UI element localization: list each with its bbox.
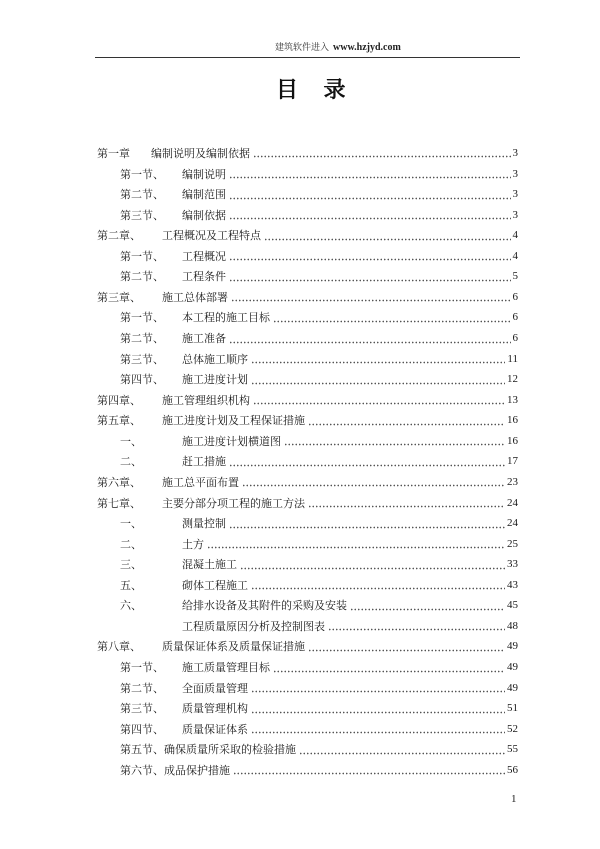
toc-item-entry [97,575,518,596]
toc-entry-title: 施工总平面布置 [162,476,239,489]
toc-entry-title: 全面质量管理 [182,682,248,695]
toc-entry-page-number: 45 [507,599,518,612]
toc-entry-title: 赶工措施 [182,456,226,469]
toc-entry-label: 第三节、 [120,209,164,222]
toc-section-entry [97,369,518,390]
toc-dot-leader [229,176,511,179]
toc-section-entry [97,184,518,205]
toc-entry-page-number: 16 [507,434,518,447]
toc-entry-title: 土方 [182,538,204,551]
toc-entry-label: 一、 [120,435,142,448]
toc-entry-label: 第一节、 [120,168,164,181]
toc-entry-page-number: 48 [507,619,518,632]
footer-page-number: 1 [511,793,517,805]
toc-entry-title: 质量管理机构 [182,703,248,716]
toc-entry-page-number: 13 [507,393,518,406]
toc-entry-title: 确保质量所采取的检验措施 [164,744,296,757]
toc-entry-label: 第三章、 [97,291,141,304]
toc-entry-label: 第五章、 [97,415,141,428]
toc-entry-page-number: 24 [507,496,518,509]
toc-item-entry [97,513,518,534]
header-url: www.hzjyd.com [333,42,401,53]
toc-entry-title: 本工程的施工目标 [182,312,270,325]
toc-entry-page-number: 3 [512,208,518,221]
toc-section-entry [97,718,518,739]
toc-entry-title: 编制说明 [182,168,226,181]
toc-entry-title: 施工进度计划横道图 [182,435,281,448]
toc-item-entry [97,533,518,554]
toc-entry-page-number: 3 [512,188,518,201]
toc-entry-label: 第一章 [97,147,130,160]
toc-dot-leader [229,526,505,529]
toc-entry-page-number: 51 [507,702,518,715]
page-title: 目 录 [276,77,356,102]
toc-dot-leader [242,484,505,487]
toc-entry-label: 二、 [120,538,142,551]
toc-item-entry [97,616,518,637]
toc-entry-page-number: 4 [512,229,518,242]
toc-chapter-entry [97,389,518,410]
toc-item-entry [97,595,518,616]
toc-entry-label: 二、 [120,456,142,469]
toc-chapter-entry [97,225,518,246]
toc-entry-title: 工程概况及工程特点 [162,230,261,243]
toc-section-entry [97,163,518,184]
toc-entry-page-number: 17 [507,455,518,468]
toc-dot-leader [229,197,511,200]
toc-entry-title: 混凝土施工 [182,559,237,572]
toc-entry-title: 施工进度计划 [182,374,248,387]
toc-chapter-entry [97,636,518,657]
toc-entry-page-number: 56 [507,763,518,776]
toc-entry-title: 施工准备 [182,333,226,346]
toc-entry-page-number: 11 [507,352,518,365]
toc-dot-leader [273,670,505,673]
toc-entry-label: 第七章、 [97,497,141,510]
toc-entry-title: 施工质量管理目标 [182,662,270,675]
toc-entry-label: 第三节、 [120,703,164,716]
toc-section-entry [97,328,518,349]
toc-entry-title: 编制依据 [182,209,226,222]
toc-entry-label: 第一节、 [120,250,164,263]
toc-dot-leader [284,443,505,446]
toc-dot-leader [253,402,505,405]
toc-dot-leader [251,711,505,714]
toc-section-entry [97,266,518,287]
toc-entry-label: 五、 [120,579,142,592]
toc-dot-leader [308,649,505,652]
toc-entry-title: 给排水设备及其附件的采购及安装 [182,600,347,613]
toc-entry-page-number: 49 [507,681,518,694]
toc-entry-page-number: 3 [512,146,518,159]
page-header [275,41,401,54]
toc-entry-title: 工程条件 [182,271,226,284]
toc-entry-label: 第二节、 [120,333,164,346]
toc-entry-page-number: 49 [507,661,518,674]
toc-entry-label: 六、 [120,600,142,613]
toc-entry-page-number: 52 [507,722,518,735]
toc-entry-label: 第四节、 [120,374,164,387]
toc-entry-label: 第二节、 [120,682,164,695]
toc-entry-label: 一、 [120,518,142,531]
toc-entry-page-number: 12 [507,373,518,386]
toc-entry-label: 第一节、 [120,312,164,325]
toc-dot-leader [229,464,505,467]
toc-entry-title: 质量保证体系 [182,723,248,736]
toc-entry-title: 编制范围 [182,189,226,202]
toc-dot-leader [229,279,511,282]
toc-entry-title: 编制说明及编制依据 [151,147,250,160]
toc-entry-page-number: 55 [507,743,518,756]
toc-chapter-entry [97,143,518,164]
toc-entry-page-number: 49 [507,640,518,653]
toc-entry-title: 施工管理组织机构 [162,394,250,407]
toc-dot-leader [251,361,505,364]
toc-entry-title: 施工进度计划及工程保证措施 [162,415,305,428]
toc-entry-page-number: 4 [512,249,518,262]
toc-entry-page-number: 6 [512,290,518,303]
toc-section-entry [97,246,518,267]
toc-dot-leader [207,546,505,549]
toc-entry-page-number: 23 [507,475,518,488]
toc-dot-leader [328,628,505,631]
header-site-label: 建筑软件进入 [275,42,330,52]
toc-entry-page-number: 16 [507,414,518,427]
toc-dot-leader [264,238,511,241]
toc-dot-leader [229,217,511,220]
toc-entry-title: 总体施工顺序 [182,353,248,366]
toc-dot-leader [251,587,505,590]
toc-section-entry [97,348,518,369]
toc-entry-page-number: 5 [512,270,518,283]
toc-entry-label: 第二节、 [120,189,164,202]
toc-entry-title: 施工总体部署 [162,291,228,304]
toc-chapter-entry [97,472,518,493]
toc-chapter-entry [97,287,518,308]
toc-entry-label: 第六节、 [120,764,164,777]
toc-dot-leader [251,382,505,385]
toc-entry-label: 第一节、 [120,662,164,675]
toc-section-entry [97,739,518,760]
toc-dot-leader [350,608,505,611]
toc-entry-title: 成品保护措施 [164,764,230,777]
toc-dot-leader [229,258,511,261]
toc-entry-label: 第三节、 [120,353,164,366]
toc-entry-title: 砌体工程施工 [182,579,248,592]
toc-entry-title: 工程质量原因分析及控制图表 [182,620,325,633]
toc-dot-leader [253,155,511,158]
toc-item-entry [97,554,518,575]
toc-entry-title: 测量控制 [182,518,226,531]
toc-dot-leader [251,690,505,693]
toc-entry-label: 第八章、 [97,641,141,654]
toc-entry-label: 三、 [120,559,142,572]
toc-dot-leader [251,731,505,734]
toc-entry-label: 第四节、 [120,723,164,736]
toc-dot-leader [240,567,505,570]
toc-entry-label: 第二节、 [120,271,164,284]
toc-entry-title: 主要分部分项工程的施工方法 [162,497,305,510]
header-rule [95,57,520,58]
toc-dot-leader [308,505,505,508]
toc-entry-title: 工程概况 [182,250,226,263]
toc-dot-leader [233,772,505,775]
toc-section-entry [97,760,518,781]
toc-item-entry [97,451,518,472]
toc-section-entry [97,657,518,678]
toc-section-entry [97,204,518,225]
toc-dot-leader [299,752,505,755]
toc-section-entry [97,307,518,328]
toc-chapter-entry [97,410,518,431]
toc-section-entry [97,677,518,698]
toc-dot-leader [273,320,511,323]
toc-entry-title: 质量保证体系及质量保证措施 [162,641,305,654]
toc-dot-leader [308,423,505,426]
toc-entry-page-number: 33 [507,558,518,571]
toc-entry-label: 第四章、 [97,394,141,407]
toc-entry-page-number: 24 [507,517,518,530]
toc-entry-page-number: 6 [512,311,518,324]
toc-item-entry [97,431,518,452]
toc-entry-label: 第五节、 [120,744,164,757]
toc-entry-page-number: 6 [512,332,518,345]
toc-entry-page-number: 25 [507,537,518,550]
toc-entry-label: 第二章、 [97,230,141,243]
toc-dot-leader [229,341,511,344]
toc-dot-leader [231,299,511,302]
toc-section-entry [97,698,518,719]
toc-chapter-entry [97,492,518,513]
table-of-contents [97,143,518,780]
toc-entry-label: 第六章、 [97,476,141,489]
toc-entry-page-number: 3 [512,167,518,180]
toc-entry-page-number: 43 [507,578,518,591]
